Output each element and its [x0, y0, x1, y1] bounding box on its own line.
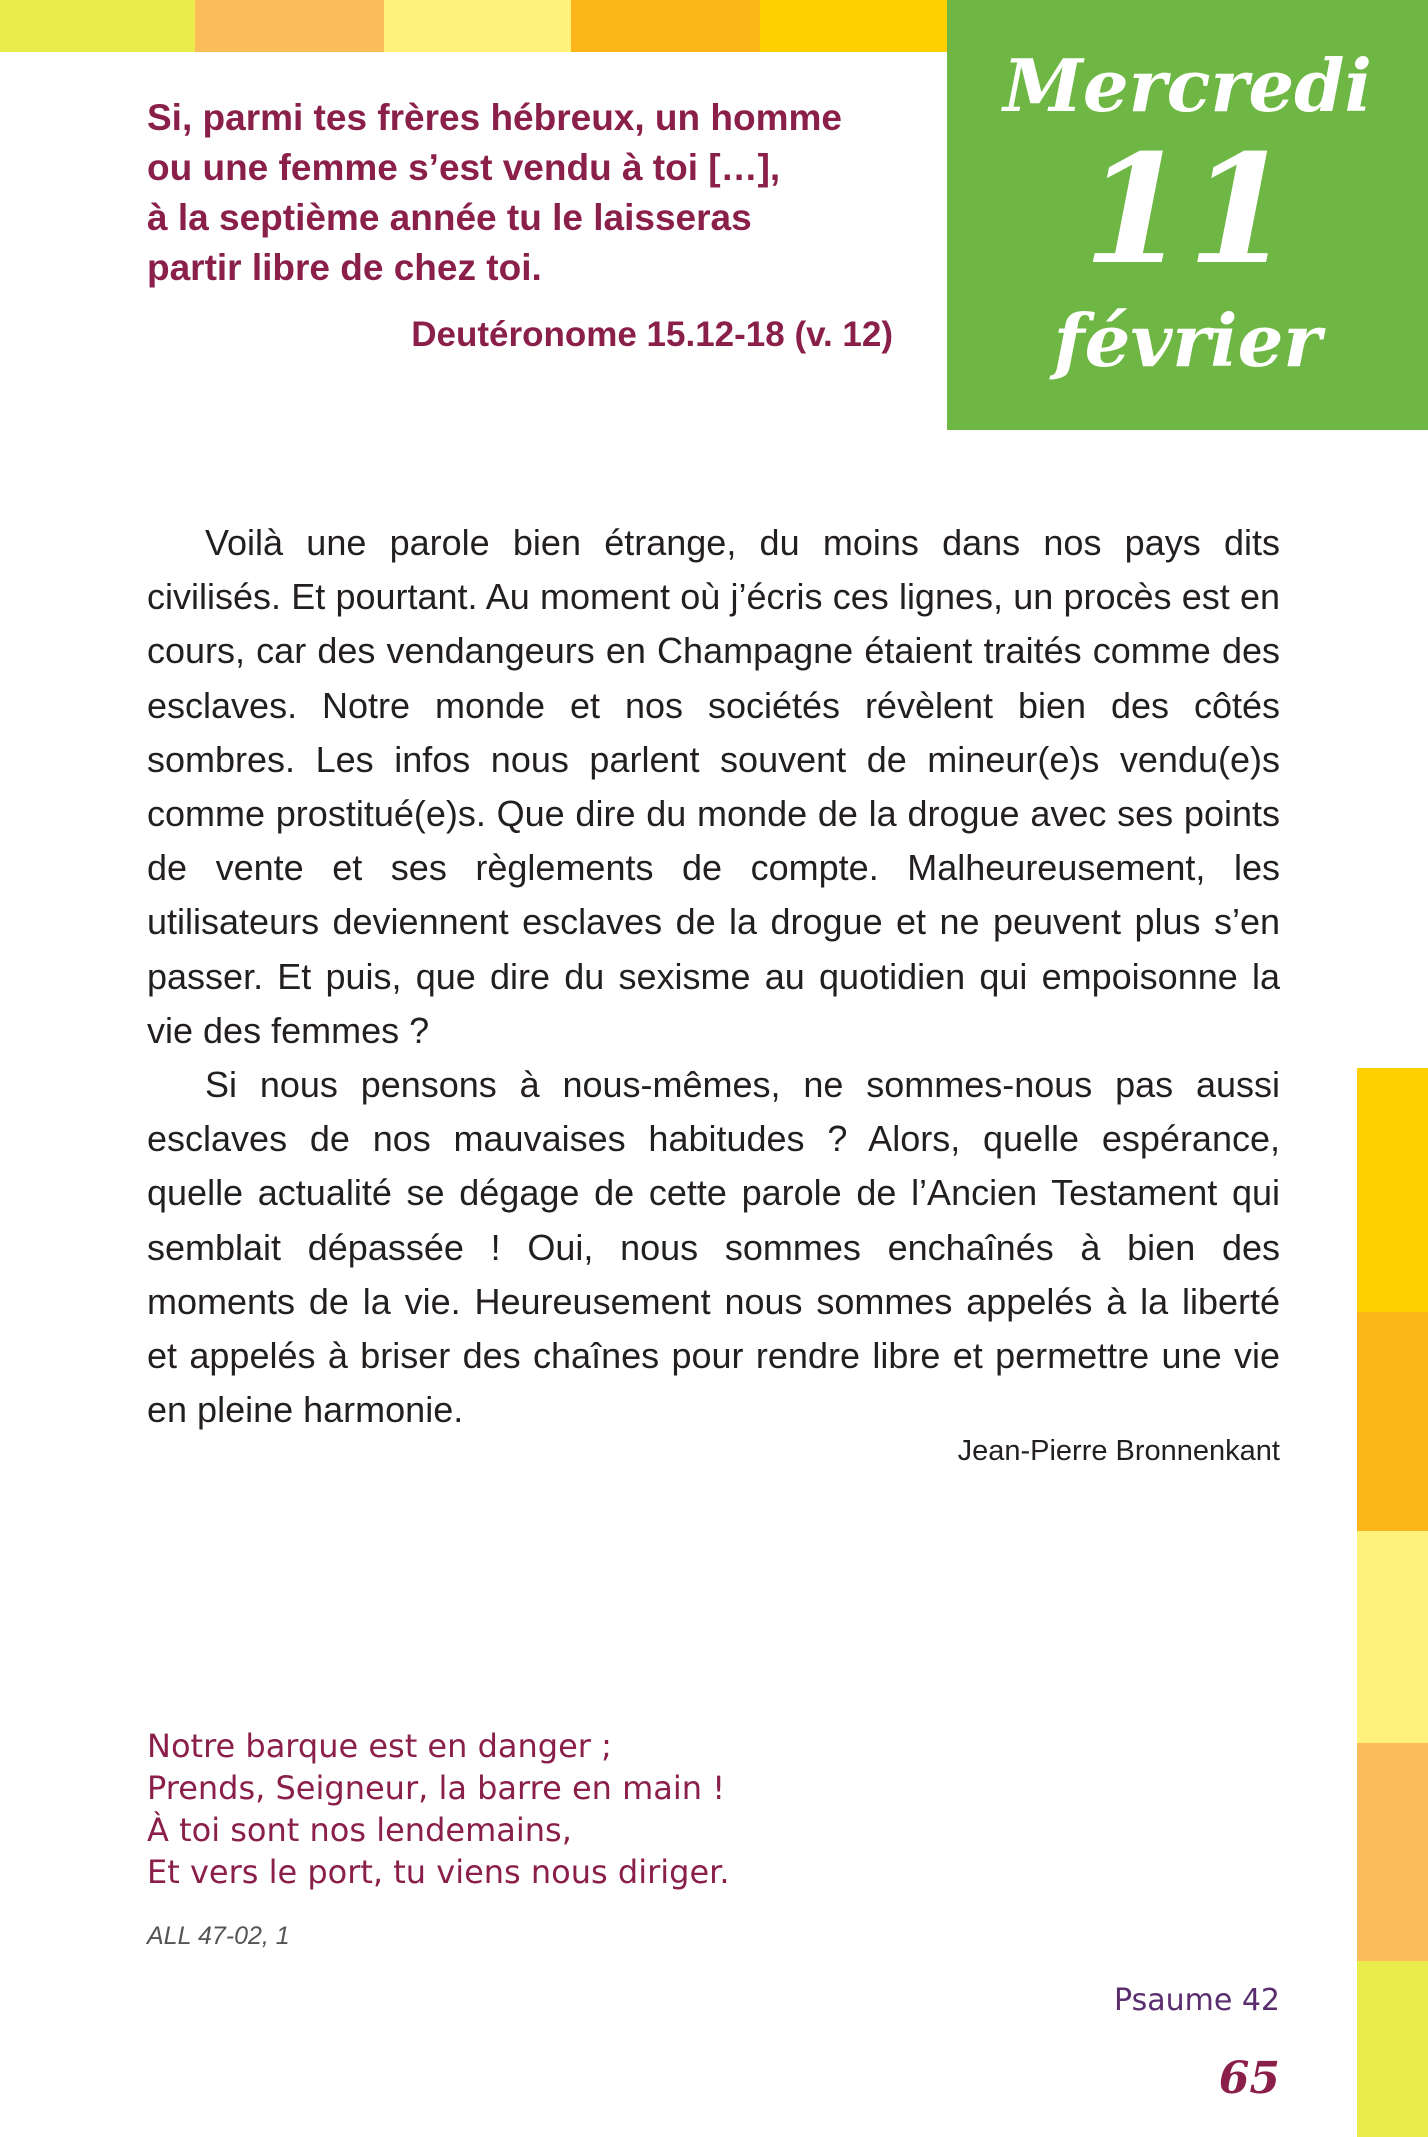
hymn-verse [147, 1725, 1047, 1893]
verse-line: Si, parmi tes frères hébreux, un homme [147, 97, 842, 138]
verse-line: à la septième année tu le laisseras [147, 197, 752, 238]
bible-verse [147, 93, 927, 293]
date-weekday: Mercredi [1003, 43, 1372, 128]
side-color-stripes [1357, 1068, 1428, 2137]
side-stripe [1357, 1312, 1428, 1531]
top-stripe [0, 0, 195, 52]
page-number: 65 [1218, 2053, 1280, 2104]
hymn-reference: ALL 47-02, 1 [147, 1922, 290, 1950]
hymn-line: À toi sont nos lendemains, [147, 1811, 572, 1849]
paragraph: Voilà une parole bien étrange, du moins dans nos pays dits civilisés. Et pourtant. Au moment où j’écris ces lignes, un procès est en cours, car des vendangeurs en Champagne étaient traités comme des esclaves. Notre monde et nos sociétés révèlent bien des côtés sombres. Les infos nous parlent souvent de mineur(e)s vendu(e)s comme prostitué(e)s. Que dire du monde de la drogue avec ses points de vente et ses règlements de compte. Malheureusement, les utilisateurs deviennent esclaves de la drogue et ne peuvent plus s’en passer. Et puis, que dire du sexisme au quotidien qui empoisonne la vie des femmes ? [147, 522, 1280, 1051]
top-color-stripes [0, 0, 947, 52]
top-stripe [384, 0, 571, 52]
top-stripe [760, 0, 947, 52]
hymn-line: Prends, Seigneur, la barre en main ! [147, 1769, 726, 1807]
top-stripe [195, 0, 384, 52]
author-name: Jean-Pierre Bronnenkant [957, 1435, 1280, 1467]
date-box [947, 0, 1428, 430]
side-stripe [1357, 1531, 1428, 1743]
psalm-reference: Psaume 42 [1114, 1983, 1280, 2018]
side-stripe [1357, 1068, 1428, 1312]
hymn-line: Et vers le port, tu viens nous diriger. [147, 1853, 730, 1891]
verse-reference: Deutéronome 15.12-18 (v. 12) [411, 315, 893, 354]
verse-line: ou une femme s’est vendu à toi […], [147, 147, 781, 188]
verse-line: partir libre de chez toi. [147, 247, 542, 288]
paragraph: Si nous pensons à nous-mêmes, ne sommes-nous pas aussi esclaves de nos mauvaises habitudes ? Alors, quelle espérance, quelle actualité se dégage de cette parole de l’Ancien Testament qui semblait dépassée ! Oui, nous sommes enchaînés à bien des moments de la vie. Heureusement nous sommes appelés à la liberté et appelés à briser des chaînes pour rendre libre et permettre une vie en pleine harmonie. [147, 1064, 1280, 1431]
side-stripe [1357, 1743, 1428, 1961]
date-month: février [1053, 298, 1322, 383]
hymn-line: Notre barque est en danger ; [147, 1727, 612, 1765]
date-day: 11 [1083, 122, 1292, 298]
top-stripe [571, 0, 760, 52]
meditation-text [147, 516, 1280, 1437]
side-stripe [1357, 1961, 1428, 2137]
